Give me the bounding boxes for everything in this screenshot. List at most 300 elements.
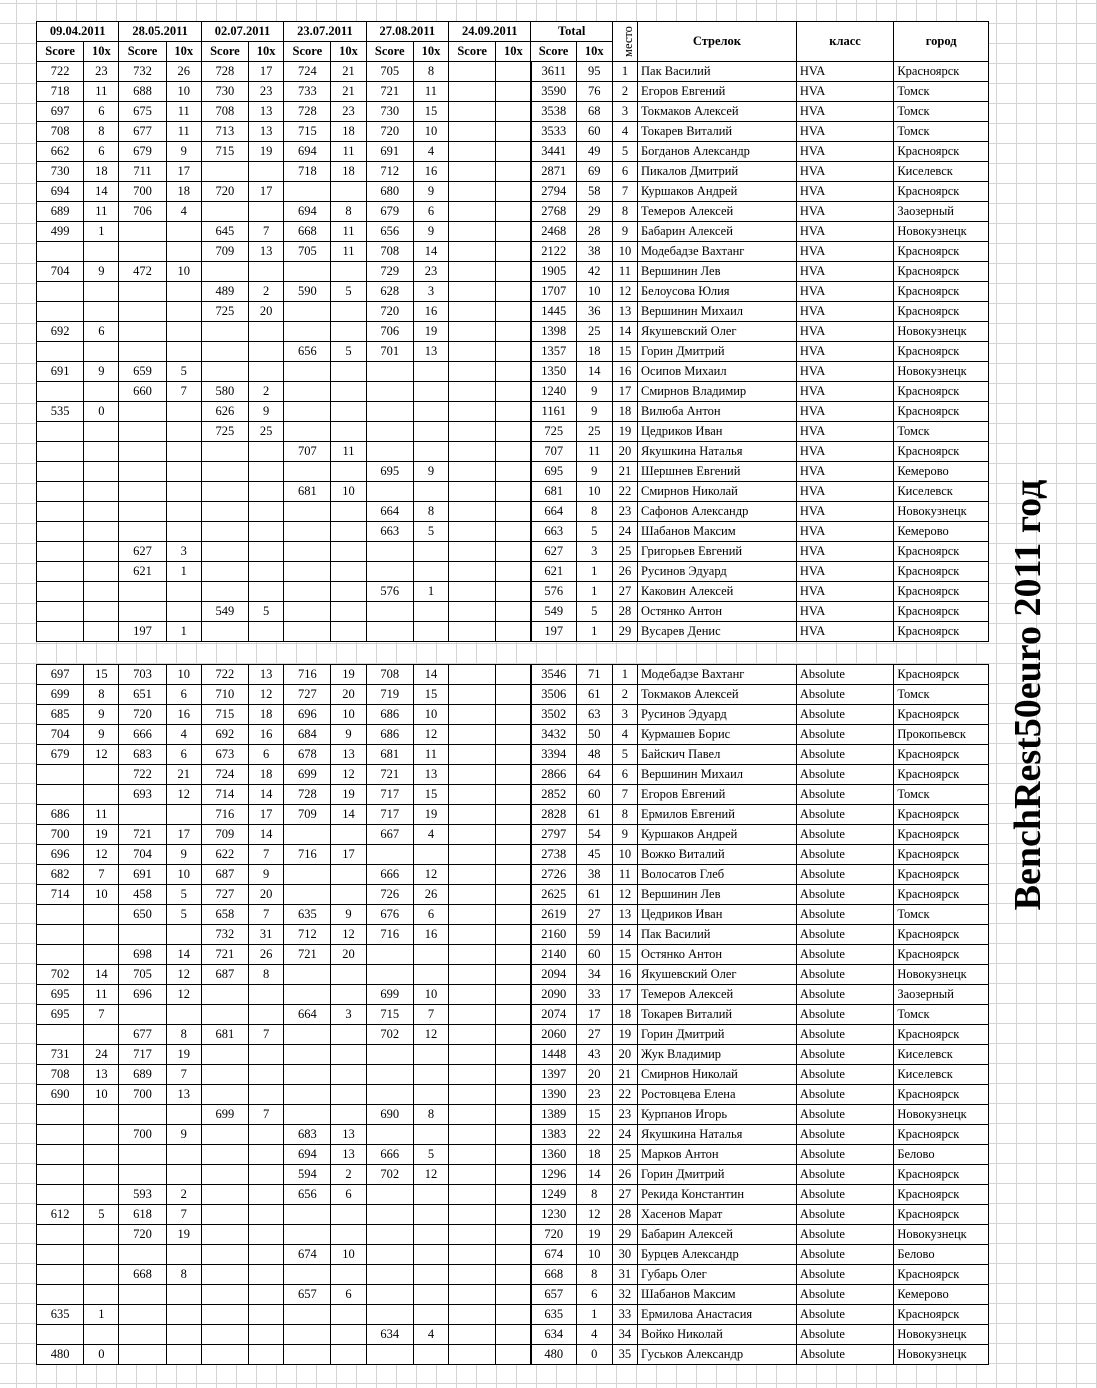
table-cell: 594 [284, 1165, 331, 1185]
table-cell: Красноярск [894, 845, 989, 865]
table-row [37, 202, 989, 222]
table-cell [166, 402, 201, 422]
table-cell [119, 1325, 166, 1345]
table-cell [413, 1205, 448, 1225]
table-cell [496, 442, 531, 462]
table-cell: 2625 [531, 885, 576, 905]
table-cell [249, 202, 284, 222]
table-cell: Кемерово [894, 1285, 989, 1305]
table-cell [37, 542, 84, 562]
table-cell: 706 [119, 202, 166, 222]
table-cell: 728 [284, 102, 331, 122]
table-cell: 2 [331, 1165, 366, 1185]
table-cell: Absolute [796, 745, 894, 765]
table-cell [449, 542, 496, 562]
table-cell: 12 [331, 765, 366, 785]
table-cell [496, 402, 531, 422]
table-cell [449, 805, 496, 825]
table-cell [166, 602, 201, 622]
table-cell: 10 [166, 865, 201, 885]
table-cell [284, 402, 331, 422]
table-cell: 27 [612, 582, 637, 602]
city-header: город [894, 22, 989, 62]
table-cell: HVA [796, 142, 894, 162]
table-cell: 23 [612, 502, 637, 522]
table-cell [84, 1325, 119, 1345]
table-cell [331, 825, 366, 845]
table-cell [366, 602, 413, 622]
table-row [37, 1085, 989, 1105]
table-cell [496, 582, 531, 602]
table-cell: HVA [796, 422, 894, 442]
table-row [37, 825, 989, 845]
table-cell [496, 502, 531, 522]
table-cell: Красноярск [894, 885, 989, 905]
table-cell [366, 562, 413, 582]
table-cell: 19 [576, 1225, 612, 1245]
table-cell [449, 442, 496, 462]
table-cell [413, 945, 448, 965]
table-cell: 26 [249, 945, 284, 965]
table-cell: 13 [331, 1145, 366, 1165]
table-cell: Осипов Михаил [638, 362, 797, 382]
table-cell: 7 [612, 785, 637, 805]
table-cell [496, 1025, 531, 1045]
table-cell: Богданов Александр [638, 142, 797, 162]
table-cell [331, 1265, 366, 1285]
table-cell [166, 1145, 201, 1165]
table-cell: Белово [894, 1245, 989, 1265]
table-cell: 2 [249, 382, 284, 402]
table-cell: 4 [612, 122, 637, 142]
table-cell: 660 [119, 382, 166, 402]
table-cell: 694 [284, 1145, 331, 1165]
place-header [612, 22, 637, 62]
table-cell [119, 322, 166, 342]
table-cell: 23 [576, 1085, 612, 1105]
table-cell [331, 462, 366, 482]
table-cell [496, 1325, 531, 1345]
table-cell: 4 [413, 142, 448, 162]
table-cell [449, 1165, 496, 1185]
table-cell: 717 [119, 1045, 166, 1065]
table-cell: 720 [531, 1225, 576, 1245]
table-row [37, 222, 989, 242]
table-cell: 2468 [531, 222, 576, 242]
table-cell [166, 1305, 201, 1325]
table-cell: 18 [612, 402, 637, 422]
table-cell: 30 [612, 1245, 637, 1265]
table-cell [284, 825, 331, 845]
table-cell: 17 [166, 162, 201, 182]
table-cell [201, 1205, 248, 1225]
table-row [37, 162, 989, 182]
table-cell: 14 [249, 825, 284, 845]
table-cell: 5 [331, 342, 366, 362]
table-cell [84, 1145, 119, 1165]
table-cell: 3 [576, 542, 612, 562]
table-cell [84, 542, 119, 562]
table-cell [119, 1165, 166, 1185]
table-cell [496, 1225, 531, 1245]
table-cell: 12 [612, 885, 637, 905]
table-cell: 6 [249, 745, 284, 765]
table-cell [413, 402, 448, 422]
table-cell [449, 182, 496, 202]
table-cell: Absolute [796, 865, 894, 885]
table-row [37, 805, 989, 825]
table-cell: 19 [166, 1225, 201, 1245]
table-cell: 694 [284, 142, 331, 162]
table-cell [496, 705, 531, 725]
table-cell: 7 [612, 182, 637, 202]
table-cell: 666 [366, 865, 413, 885]
table-cell [413, 1345, 448, 1365]
table-cell: 5 [576, 522, 612, 542]
table-cell: 7 [249, 845, 284, 865]
table-cell [496, 122, 531, 142]
table-cell: 684 [284, 725, 331, 745]
table-cell [331, 965, 366, 985]
table-cell: 7 [249, 1105, 284, 1125]
table-cell: 6 [576, 1285, 612, 1305]
table-cell: Красноярск [894, 1085, 989, 1105]
table-cell: Красноярск [894, 242, 989, 262]
table-cell [413, 1185, 448, 1205]
table-cell: 14 [84, 965, 119, 985]
table-cell [84, 1105, 119, 1125]
table-cell: Григорьев Евгений [638, 542, 797, 562]
table-cell: 14 [249, 785, 284, 805]
table-cell: Красноярск [894, 342, 989, 362]
table-cell: HVA [796, 602, 894, 622]
table-cell [201, 1165, 248, 1185]
table-cell [84, 562, 119, 582]
table-cell [496, 362, 531, 382]
score-header: Score [449, 42, 496, 62]
table-row [37, 402, 989, 422]
table-row [37, 725, 989, 745]
table-cell [496, 522, 531, 542]
table-cell: 17 [612, 382, 637, 402]
table-cell: 697 [37, 102, 84, 122]
table-cell: 13 [249, 242, 284, 262]
table-cell: 2140 [531, 945, 576, 965]
table-cell: Байскич Павел [637, 745, 796, 765]
table-cell: 22 [612, 1085, 637, 1105]
table-cell: Новокузнецк [894, 965, 989, 985]
table-cell [496, 905, 531, 925]
table-cell: 59 [576, 925, 612, 945]
table-cell: 16 [413, 162, 448, 182]
table-cell [496, 1085, 531, 1105]
table-cell: 686 [37, 805, 84, 825]
table-cell: Егоров Евгений [637, 785, 796, 805]
table-cell [119, 582, 166, 602]
table-cell: 635 [37, 1305, 84, 1325]
table-cell: 0 [576, 1345, 612, 1365]
table-cell [413, 1085, 448, 1105]
table-row [37, 482, 989, 502]
table-cell: 705 [119, 965, 166, 985]
table-cell: 18 [249, 705, 284, 725]
table-cell [366, 1265, 413, 1285]
table-cell: 681 [366, 745, 413, 765]
table-row [37, 705, 989, 725]
date-header: 24.09.2011 [449, 22, 531, 42]
table-row [37, 542, 989, 562]
table-cell: HVA [796, 262, 894, 282]
table-cell: 18 [576, 342, 612, 362]
table-cell: Absolute [796, 1125, 894, 1145]
table-cell: HVA [796, 222, 894, 242]
table-cell: 32 [612, 1285, 637, 1305]
table-cell: 1905 [531, 262, 576, 282]
table-cell [449, 1325, 496, 1345]
table-cell: 22 [612, 482, 637, 502]
table-cell: 708 [37, 1065, 84, 1085]
table-cell: 17 [331, 845, 366, 865]
table-cell [37, 282, 84, 302]
table-row [37, 925, 989, 945]
table-cell: 712 [366, 162, 413, 182]
table-cell: 3 [166, 542, 201, 562]
table-cell [84, 1225, 119, 1245]
table-cell [249, 322, 284, 342]
table-cell: 1 [576, 622, 612, 642]
table-cell [331, 1065, 366, 1085]
table-cell: 1707 [531, 282, 576, 302]
table-cell [84, 442, 119, 462]
table-cell [249, 262, 284, 282]
table-cell [84, 302, 119, 322]
table-cell [84, 905, 119, 925]
table-cell: Красноярск [894, 442, 989, 462]
table-cell [201, 1125, 248, 1145]
table-cell [366, 622, 413, 642]
table-cell: Вожко Виталий [637, 845, 796, 865]
table-row [37, 685, 989, 705]
table-cell: 720 [119, 705, 166, 725]
table-cell: 730 [366, 102, 413, 122]
table-cell: Якушевский Олег [637, 965, 796, 985]
table-cell: 17 [576, 1005, 612, 1025]
table-cell: 13 [249, 665, 284, 685]
table-cell: Пикалов Дмитрий [638, 162, 797, 182]
table-cell [366, 422, 413, 442]
table-cell: 18 [249, 765, 284, 785]
table-cell: 14 [166, 945, 201, 965]
table-row [37, 1065, 989, 1085]
table-cell: 733 [284, 82, 331, 102]
table-cell [284, 885, 331, 905]
table-cell: 31 [249, 925, 284, 945]
table-cell: 2 [249, 282, 284, 302]
table-cell: 722 [119, 765, 166, 785]
table-cell [84, 1285, 119, 1305]
table-cell: Томск [894, 785, 989, 805]
table-cell [119, 925, 166, 945]
table-cell: Белово [894, 1145, 989, 1165]
table-cell: 71 [576, 665, 612, 685]
score-header: Score [37, 42, 84, 62]
table-cell: 14 [576, 362, 612, 382]
table-cell: 11 [331, 222, 366, 242]
table-cell: 36 [576, 302, 612, 322]
table-cell [413, 542, 448, 562]
table-cell: 6 [413, 905, 448, 925]
table-cell: 4 [413, 825, 448, 845]
table-cell: 666 [119, 725, 166, 745]
table-cell [84, 582, 119, 602]
table-cell: 2160 [531, 925, 576, 945]
table-cell: 8 [576, 1265, 612, 1285]
table-cell: 720 [201, 182, 248, 202]
table-cell [449, 785, 496, 805]
table-cell: Красноярск [894, 665, 989, 685]
table-cell: 12 [166, 785, 201, 805]
table-cell: Бабарин Алексей [638, 222, 797, 242]
table-cell: 709 [284, 805, 331, 825]
table-cell [331, 1225, 366, 1245]
table-cell [166, 442, 201, 462]
table-cell: 728 [284, 785, 331, 805]
table-cell: 708 [366, 242, 413, 262]
table-cell: 29 [612, 622, 637, 642]
table-cell: 9 [166, 142, 201, 162]
date-header: 28.05.2011 [119, 22, 201, 42]
table-cell: 8 [576, 502, 612, 522]
table-cell: 679 [37, 745, 84, 765]
table-cell: 12 [166, 985, 201, 1005]
table-cell [284, 1205, 331, 1225]
table-cell: 11 [84, 82, 119, 102]
table-cell [84, 282, 119, 302]
table-cell: 20 [576, 1065, 612, 1085]
table-cell: 19 [413, 805, 448, 825]
table-cell: 6 [413, 202, 448, 222]
table-cell [119, 1245, 166, 1265]
table-cell [496, 382, 531, 402]
table-cell: 715 [366, 1005, 413, 1025]
table-cell: 42 [576, 262, 612, 282]
table-cell: 1 [576, 562, 612, 582]
table-cell: 25 [576, 322, 612, 342]
table-cell: 5 [413, 1145, 448, 1165]
table-cell: 16 [612, 362, 637, 382]
table-cell: 13 [249, 122, 284, 142]
table-cell: 13 [413, 765, 448, 785]
table-cell: 6 [166, 685, 201, 705]
table-cell [249, 985, 284, 1005]
table-cell [496, 262, 531, 282]
table-cell: Токарев Виталий [637, 1005, 796, 1025]
table-cell [496, 1205, 531, 1225]
table-cell: 17 [166, 825, 201, 845]
table-cell: 1 [166, 562, 201, 582]
table-cell: Красноярск [894, 302, 989, 322]
table-cell: 95 [576, 62, 612, 82]
tenx-header: 10x [413, 42, 448, 62]
table-cell [449, 1245, 496, 1265]
table-cell [496, 482, 531, 502]
table-cell: Горин Дмитрий [637, 1025, 796, 1045]
table-row [37, 1105, 989, 1125]
table-cell [284, 562, 331, 582]
table-row [37, 1265, 989, 1285]
table-cell: 11 [331, 242, 366, 262]
table-cell: 14 [413, 665, 448, 685]
table-cell: Красноярск [894, 1265, 989, 1285]
table-cell: 13 [331, 1125, 366, 1145]
table-cell: 14 [612, 322, 637, 342]
table-cell [37, 1125, 84, 1145]
table-cell: 627 [119, 542, 166, 562]
table-cell [84, 785, 119, 805]
table-row [37, 765, 989, 785]
table-cell: 681 [201, 1025, 248, 1045]
table-cell: 697 [37, 665, 84, 685]
table-cell [201, 502, 248, 522]
tenx-header: 10x [331, 42, 366, 62]
table-cell [366, 402, 413, 422]
table-cell: 25 [249, 422, 284, 442]
table-cell: 16 [612, 965, 637, 985]
table-cell [249, 522, 284, 542]
table-row [37, 142, 989, 162]
table-cell: 6 [84, 102, 119, 122]
table-cell [201, 622, 248, 642]
table-cell: Красноярск [894, 582, 989, 602]
table-cell: 634 [366, 1325, 413, 1345]
table-cell [166, 522, 201, 542]
table-cell [249, 1205, 284, 1225]
table-cell: 7 [166, 382, 201, 402]
table-cell: HVA [796, 282, 894, 302]
table-cell: 19 [166, 1045, 201, 1065]
table-cell: 1390 [531, 1085, 576, 1105]
table-cell [413, 1305, 448, 1325]
table-cell: 700 [119, 1125, 166, 1145]
table-cell [84, 422, 119, 442]
table-cell: 12 [166, 965, 201, 985]
table-cell: 5 [612, 745, 637, 765]
table-cell: 6 [331, 1185, 366, 1205]
table-cell [37, 442, 84, 462]
table-cell: 9 [249, 402, 284, 422]
table-cell [284, 542, 331, 562]
table-cell: 656 [366, 222, 413, 242]
table-cell: HVA [796, 322, 894, 342]
table-cell: 10 [331, 1245, 366, 1265]
table-cell: 712 [284, 925, 331, 945]
table-cell [201, 1085, 248, 1105]
table-cell [119, 1145, 166, 1165]
table-cell: 10 [413, 985, 448, 1005]
table-cell [284, 362, 331, 382]
table-cell: 716 [284, 665, 331, 685]
table-cell: 60 [576, 945, 612, 965]
table-cell [284, 522, 331, 542]
table-cell [331, 985, 366, 1005]
table-cell: 8 [166, 1265, 201, 1285]
table-cell [249, 1045, 284, 1065]
table-cell [37, 1225, 84, 1245]
table-row [37, 582, 989, 602]
table-cell: 693 [119, 785, 166, 805]
table-cell: 5 [413, 522, 448, 542]
table-cell [449, 1225, 496, 1245]
